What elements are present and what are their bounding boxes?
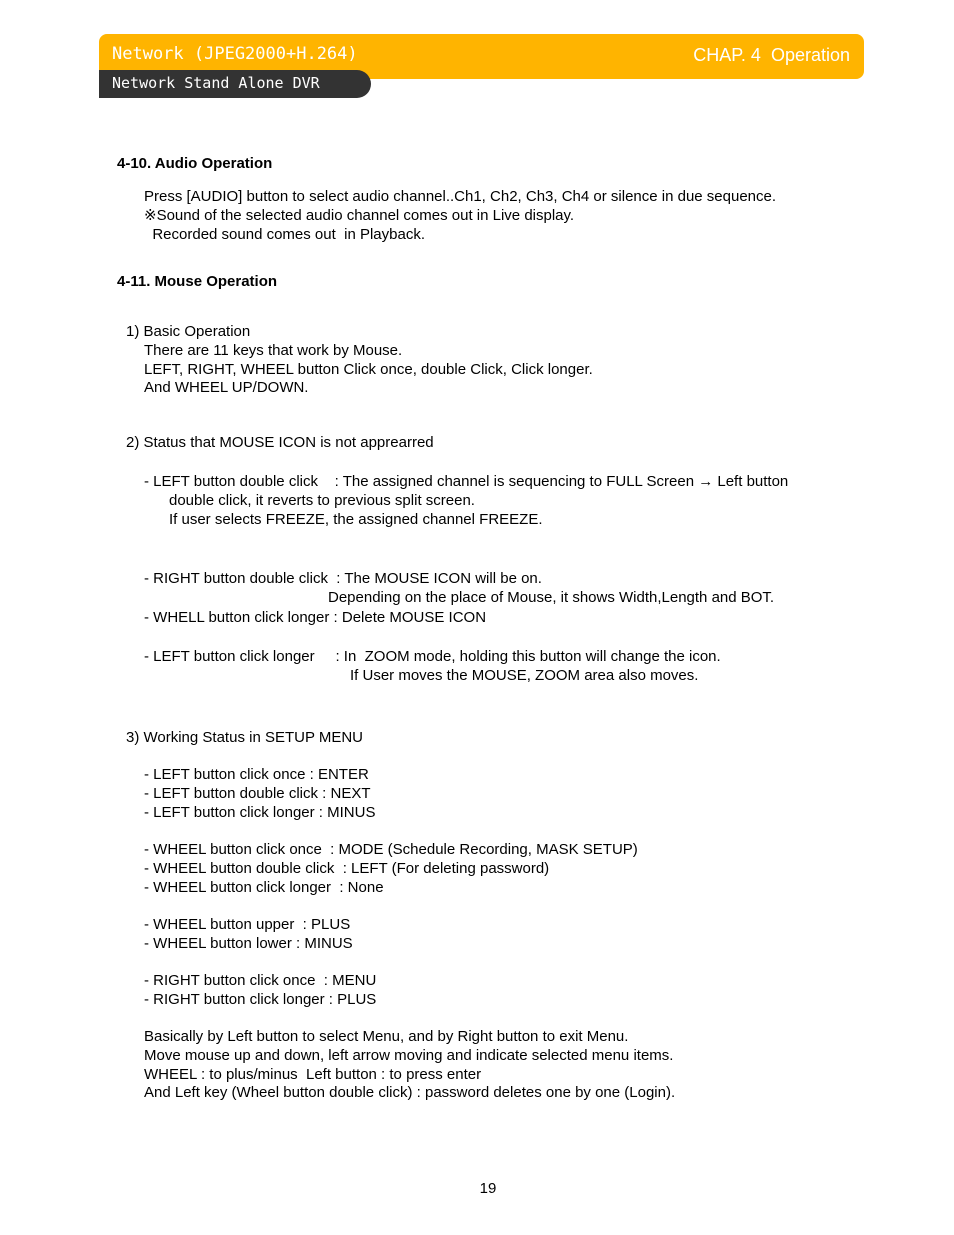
setup-line: Basically by Left button to select Menu, and by Right button to exit Menu.: [144, 1028, 629, 1045]
page-number: 19: [479, 1180, 497, 1197]
setup-line: - LEFT button click once : ENTER: [144, 766, 369, 783]
subsection-title-setup: 3) Working Status in SETUP MENU: [126, 729, 364, 746]
setup-line: - WHEEL button click longer : None: [144, 879, 384, 896]
audio-line: ※Sound of the selected audio channel comes out in Live display.: [144, 207, 575, 224]
status-line: If user selects FREEZE, the assigned channel FREEZE.: [169, 511, 543, 528]
basic-line: LEFT, RIGHT, WHEEL button Click once, double Click, Click longer.: [144, 361, 593, 378]
status-line: If User moves the MOUSE, ZOOM area also moves.: [350, 667, 699, 684]
audio-line: Recorded sound comes out in Playback.: [144, 226, 425, 243]
setup-line: WHEEL : to plus/minus Left button : to press enter: [144, 1066, 482, 1083]
section-heading-audio: 4-10. Audio Operation: [117, 155, 273, 172]
status-line: double click, it reverts to previous split screen.: [169, 492, 475, 509]
setup-line: And Left key (Wheel button double click) : password deletes one by one (Login).: [144, 1084, 676, 1101]
setup-line: - LEFT button double click : NEXT: [144, 785, 371, 802]
subsection-title-status: 2) Status that MOUSE ICON is not apprearred: [126, 434, 434, 451]
chapter-label: CHAP. 4 Operation: [693, 45, 850, 65]
status-line: - WHELL button click longer : Delete MOUSE ICON: [144, 609, 487, 626]
status-line: - LEFT button click longer : In ZOOM mode, holding this button will change the icon.: [144, 648, 721, 665]
status-line: - RIGHT button double click : The MOUSE ICON will be on.: [144, 570, 542, 587]
status-line: Depending on the place of Mouse, it shows Width,Length and BOT.: [328, 589, 775, 606]
setup-line: - RIGHT button click longer : PLUS: [144, 991, 377, 1008]
setup-line: - LEFT button click longer : MINUS: [144, 804, 376, 821]
basic-line: There are 11 keys that work by Mouse.: [144, 342, 403, 359]
setup-line: - RIGHT button click once : MENU: [144, 972, 377, 989]
setup-line: - WHEEL button double click : LEFT (For deleting password): [144, 860, 550, 877]
header-title: Network (JPEG2000+H.264): [112, 44, 358, 64]
audio-line: Press [AUDIO] button to select audio channel..Ch1, Ch2, Ch3, Ch4 or silence in due sequence.: [144, 188, 777, 205]
header-subtitle: Network Stand Alone DVR: [112, 74, 320, 92]
setup-line: Move mouse up and down, left arrow moving and indicate selected menu items.: [144, 1047, 674, 1064]
basic-line: And WHEEL UP/DOWN.: [144, 379, 309, 396]
setup-line: - WHEEL button click once : MODE (Schedule Recording, MASK SETUP): [144, 841, 638, 858]
setup-line: - WHEEL button upper : PLUS: [144, 916, 351, 933]
status-line: - LEFT button double click : The assigned channel is sequencing to FULL Screen → Left button: [144, 473, 789, 490]
section-heading-mouse: 4-11. Mouse Operation: [117, 273, 278, 290]
setup-line: - WHEEL button lower : MINUS: [144, 935, 353, 952]
subsection-title-basic: 1) Basic Operation: [126, 323, 251, 340]
